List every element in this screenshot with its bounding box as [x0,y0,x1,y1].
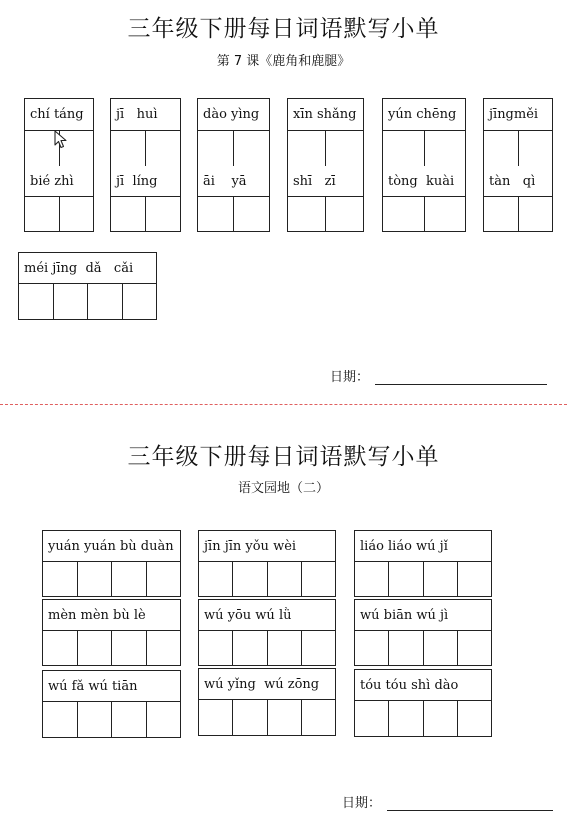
writing-grid[interactable] [42,561,181,597]
writing-cell[interactable] [326,197,364,232]
writing-cell[interactable] [458,562,492,597]
writing-cell[interactable] [519,197,554,232]
writing-cell[interactable] [458,631,492,666]
writing-cell[interactable] [424,562,458,597]
pinyin-label: yuán yuán bù duàn [48,539,174,554]
page-title-2: 三年级下册每日词语默写小单 [127,444,440,470]
writing-grid[interactable] [110,130,181,166]
word-box [110,98,181,232]
writing-cell[interactable] [198,562,233,597]
writing-cell[interactable] [268,562,302,597]
date-input-line[interactable] [375,383,547,385]
writing-cell[interactable] [197,197,234,232]
cut-line-divider [0,404,567,405]
pinyin-label: mèn mèn bù lè [48,608,146,623]
writing-cell[interactable] [112,631,147,666]
writing-grid[interactable] [382,130,466,166]
word-box [198,668,336,736]
pinyin-label: shī zī [293,174,336,189]
writing-cell[interactable] [234,197,270,232]
writing-cell[interactable] [42,562,78,597]
writing-cell[interactable] [424,631,458,666]
writing-cell[interactable] [389,701,423,737]
writing-cell[interactable] [123,284,158,320]
pinyin-label: jīn jīn yǒu wèi [204,539,297,554]
pinyin-label: jīngměi [489,107,539,122]
writing-grid[interactable] [382,196,466,232]
writing-cell[interactable] [354,562,389,597]
writing-cell[interactable] [483,197,519,232]
writing-cell[interactable] [425,131,467,166]
writing-cell[interactable] [425,197,467,232]
writing-cell[interactable] [42,702,78,738]
writing-grid[interactable] [483,130,553,166]
writing-cell[interactable] [78,702,113,738]
writing-cell[interactable] [354,631,389,666]
writing-grid[interactable] [198,561,336,597]
pinyin-label: wú yǐng wú zōng [204,677,320,692]
writing-cell[interactable] [268,631,302,666]
date-input-line[interactable] [387,809,553,811]
pinyin-label: wú yōu wú lǜ [204,608,292,623]
writing-grid[interactable] [42,701,181,738]
writing-cell[interactable] [146,131,181,166]
word-box [42,599,181,666]
writing-grid[interactable] [354,561,492,597]
writing-cell[interactable] [382,197,425,232]
date-label: 日期： [342,796,382,811]
pinyin-label: chí táng [30,107,84,122]
word-box [354,669,492,737]
writing-cell[interactable] [302,700,336,736]
pinyin-label: tòng kuài [388,174,455,189]
writing-cell[interactable] [233,631,267,666]
writing-grid[interactable] [354,700,492,737]
writing-grid[interactable] [287,196,364,232]
writing-cell[interactable] [78,631,113,666]
writing-cell[interactable] [302,562,336,597]
writing-cell[interactable] [233,562,267,597]
writing-cell[interactable] [110,131,146,166]
word-box [354,599,492,666]
pinyin-label: wú biān wú jì [360,608,449,623]
date-field-2 [342,792,553,811]
word-box [197,98,270,232]
pinyin-label: tàn qì [489,174,536,189]
writing-cell[interactable] [18,284,54,320]
pinyin-label: liáo liáo wú jǐ [360,539,448,554]
writing-cell[interactable] [147,702,182,738]
writing-cell[interactable] [147,631,182,666]
writing-cell[interactable] [42,631,78,666]
word-box [24,98,94,232]
writing-grid[interactable] [42,630,181,666]
date-label: 日期： [330,370,370,385]
writing-cell[interactable] [519,131,554,166]
writing-cell[interactable] [60,197,95,232]
word-box [198,530,336,597]
writing-grid[interactable] [287,130,364,166]
writing-grid[interactable] [354,630,492,666]
writing-cell[interactable] [326,131,364,166]
writing-grid[interactable] [483,196,553,232]
writing-cell[interactable] [424,701,458,737]
writing-cell[interactable] [198,631,233,666]
lesson-subtitle-1: 第 7 课《鹿角和鹿腿》 [216,54,351,69]
writing-grid[interactable] [197,196,270,232]
writing-cell[interactable] [458,701,492,737]
word-box [18,252,157,320]
word-box [483,98,553,232]
writing-cell[interactable] [389,562,423,597]
pinyin-label: tóu tóu shì dào [360,678,459,693]
writing-cell[interactable] [268,700,302,736]
mouse-cursor-icon [54,130,68,150]
pinyin-label: jī líng [116,174,158,189]
writing-cell[interactable] [147,562,182,597]
writing-grid[interactable] [24,196,94,232]
writing-grid[interactable] [198,630,336,666]
writing-cell[interactable] [112,562,147,597]
writing-cell[interactable] [198,700,233,736]
writing-cell[interactable] [78,562,113,597]
writing-cell[interactable] [233,700,267,736]
word-box [354,530,492,597]
pinyin-label: āi yā [203,174,247,189]
pinyin-label: dào yìng [203,107,260,122]
writing-cell[interactable] [389,631,423,666]
writing-cell[interactable] [110,197,146,232]
writing-cell[interactable] [197,131,234,166]
writing-grid[interactable] [198,699,336,736]
lesson-subtitle-2: 语文园地（二） [237,481,329,496]
word-box [287,98,364,232]
writing-cell[interactable] [112,702,147,738]
writing-cell[interactable] [234,131,270,166]
pinyin-label: méi jīng dǎ cǎi [24,261,134,276]
pinyin-label: bié zhì [30,174,74,189]
word-box [382,98,466,232]
word-box [42,530,181,597]
writing-cell[interactable] [88,284,123,320]
pinyin-label: yún chēng [388,107,457,122]
writing-cell[interactable] [483,131,519,166]
writing-cell[interactable] [146,197,181,232]
writing-cell[interactable] [302,631,336,666]
writing-grid[interactable] [18,283,157,320]
pinyin-label: jī huì [116,107,158,122]
page-title-1: 三年级下册每日词语默写小单 [127,16,440,42]
writing-cell[interactable] [287,131,326,166]
word-box [198,599,336,666]
writing-cell[interactable] [354,701,389,737]
pinyin-label: wú fǎ wú tiān [48,679,138,694]
date-field-1 [330,366,547,385]
pinyin-label: xīn shǎng [293,107,357,122]
writing-cell[interactable] [54,284,89,320]
writing-cell[interactable] [382,131,425,166]
writing-grid[interactable] [110,196,181,232]
writing-cell[interactable] [287,197,326,232]
writing-cell[interactable] [24,197,60,232]
writing-grid[interactable] [197,130,270,166]
word-box [42,670,181,738]
